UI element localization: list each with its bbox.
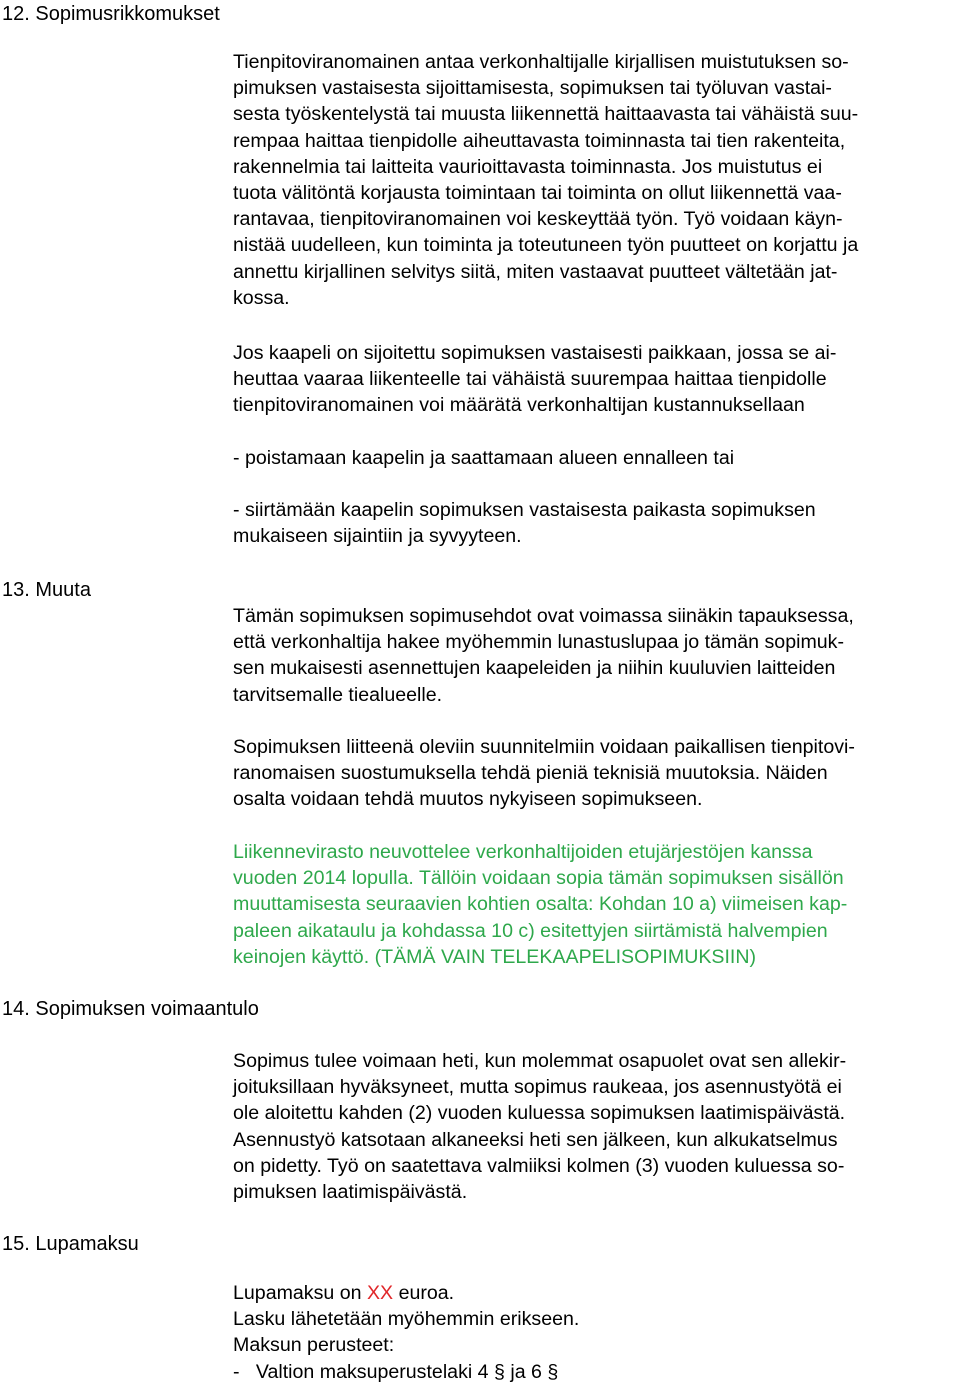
section-13-paragraph-2 bbox=[233, 734, 955, 813]
text-line: Jos kaapeli on sijoitettu sopimuksen vastaisesti paikkaan, jossa se ai- bbox=[233, 342, 837, 364]
text-line: pimuksen vastaisesta sijoittamisesta, sopimuksen tai työluvan vastai- bbox=[233, 77, 832, 100]
text-line: sen mukaisesti asennettujen kaapeleiden ja niihin kuuluvien laitteiden bbox=[233, 657, 836, 680]
text-line: - siirtämään kaapelin sopimuksen vastaisesta paikasta sopimuksen bbox=[233, 499, 816, 521]
text-line: rantavaa, tienpitoviranomainen voi keskeyttää työn. Työ voidaan käyn- bbox=[233, 208, 843, 231]
text-line: Sopimus tulee voimaan heti, kun molemmat osapuolet ovat sen allekir- bbox=[233, 1050, 847, 1072]
text-line: joituksillaan hyväksyneet, mutta sopimus raukeaa, jos asennustyötä ei bbox=[233, 1076, 842, 1099]
fee-line bbox=[233, 1280, 955, 1306]
text-line: sesta työskentelystä tai muusta liikennettä haittaavasta tai vähäistä suu- bbox=[233, 103, 859, 126]
text-line: - poistamaan kaapelin ja saattamaan alueen ennalleen tai bbox=[233, 447, 735, 469]
section-12-paragraph-1 bbox=[233, 49, 955, 311]
invoice-line: Lasku lähetetään myöhemmin erikseen. bbox=[233, 1308, 580, 1331]
section-12-list-item-remove bbox=[233, 445, 955, 471]
section-12-list-item-relocate bbox=[233, 497, 955, 549]
fee-suffix: euroa. bbox=[393, 1282, 455, 1304]
text-line: nistää uudelleen, kun toiminta ja toteutuneen työn puutteet on korjattu ja bbox=[233, 234, 859, 257]
section-14-paragraph-1 bbox=[233, 1048, 955, 1205]
text-line: paleen aikataulu ja kohdassa 10 c) esitettyjen siirtämistä halvempien bbox=[233, 919, 828, 942]
section-13-green-note bbox=[233, 839, 955, 970]
section-15-heading: 15. Lupamaksu bbox=[2, 1233, 139, 1255]
text-line: tuota välitöntä korjausta toimintaan tai toiminta on ollut liikennettä vaa- bbox=[233, 182, 842, 205]
text-line: on pidetty. Työ on saatettava valmiiksi kolmen (3) vuoden kuluessa so- bbox=[233, 1154, 845, 1177]
fee-prefix: Lupamaksu on bbox=[233, 1282, 367, 1304]
text-line: muuttamisesta seuraavien kohtien osalta: Kohdan 10 a) viimeisen kap- bbox=[233, 893, 848, 916]
text-line: ranomaisen suostumuksella tehdä pieniä teknisiä muutoksia. Näiden bbox=[233, 762, 828, 785]
text-line: osalta voidaan tehdä muutos nykyiseen sopimukseen. bbox=[233, 788, 703, 811]
text-line: Tämän sopimuksen sopimusehdot ovat voimassa siinäkin tapauksessa, bbox=[233, 605, 854, 627]
text-line: heuttaa vaaraa liikenteelle tai vähäistä suurempaa haittaa tienpidolle bbox=[233, 368, 827, 391]
section-13-paragraph-1 bbox=[233, 603, 955, 708]
section-15-fee-block bbox=[233, 1280, 955, 1385]
text-line: Sopimuksen liitteenä oleviin suunnitelmiin voidaan paikallisen tienpitovi- bbox=[233, 736, 855, 758]
text-line: tarvitsemalle tiealueelle. bbox=[233, 683, 443, 706]
text-line: Liikennevirasto neuvottelee verkonhaltijoiden etujärjestöjen kanssa bbox=[233, 841, 813, 863]
text-line: rakennelmia tai laitteita vaurioittavasta toiminnasta. Jos muistutus ei bbox=[233, 155, 823, 178]
text-line: ole aloitettu kahden (2) vuoden kuluessa sopimuksen laatimispäivästä. bbox=[233, 1102, 846, 1125]
text-line: että verkonhaltija hakee myöhemmin lunastuslupaa jo tämän sopimuk- bbox=[233, 631, 844, 654]
text-line: tienpitoviranomainen voi määrätä verkonhaltijan kustannuksellaan bbox=[233, 394, 805, 417]
text-line: kossa. bbox=[233, 286, 290, 309]
section-12-heading: 12. Sopimusrikkomukset bbox=[2, 3, 220, 25]
text-line: rempaa haittaa tienpidolle aiheuttavasta toiminnasta tai tien rakenteita, bbox=[233, 129, 846, 152]
text-line: annettu kirjallinen selvitys siitä, miten vastaavat puutteet vältetään jat- bbox=[233, 260, 838, 283]
section-14-heading: 14. Sopimuksen voimaantulo bbox=[2, 998, 259, 1020]
text-line: vuoden 2014 lopulla. Tällöin voidaan sopia tämän sopimuksen sisällön bbox=[233, 867, 844, 890]
section-13-heading: 13. Muuta bbox=[2, 579, 91, 601]
text-line: pimuksen laatimispäivästä. bbox=[233, 1181, 468, 1204]
fee-basis-label: Maksun perusteet: bbox=[233, 1334, 395, 1357]
text-line: keinojen käyttö. (TÄMÄ VAIN TELEKAAPELISOPIMUKSIIN) bbox=[233, 945, 757, 968]
fee-basis-item: - Valtion maksuperustelaki 4 § ja 6 § bbox=[233, 1360, 559, 1383]
section-12-paragraph-2 bbox=[233, 340, 955, 419]
text-line: Asennustyö katsotaan alkaneeksi heti sen jälkeen, kun alkukatselmus bbox=[233, 1128, 838, 1151]
text-line: mukaiseen sijaintiin ja syvyyteen. bbox=[233, 525, 522, 548]
text-line: Tienpitoviranomainen antaa verkonhaltijalle kirjallisen muistutuksen so- bbox=[233, 51, 849, 73]
fee-amount-placeholder: XX bbox=[366, 1282, 394, 1304]
